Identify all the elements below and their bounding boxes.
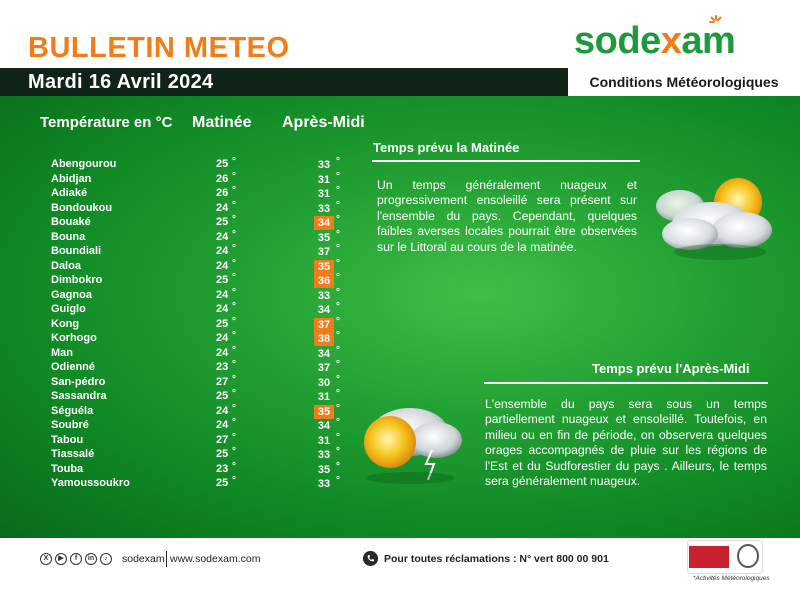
afternoon-temp: 30 [317, 376, 331, 389]
certification-seal-icon [737, 544, 759, 568]
morning-forecast-text: Un temps généralement nuageux et progressivement ensoleillé sera présent sur l'ensemble du pays. Cependant, quelques faibles averses locales pourrait être observées sur le Littoral au cours de la matinée. [377, 178, 637, 254]
afternoon-temp: 37 [317, 362, 331, 374]
afternoon-temp: 33 [317, 159, 331, 171]
degree-sign: ° [232, 344, 236, 356]
degree-sign: ° [336, 199, 340, 211]
table-row [0, 373, 360, 390]
degree-sign: ° [336, 286, 340, 298]
degree-sign: ° [336, 185, 340, 196]
table-row [0, 344, 360, 361]
city-name: Bouaké [51, 216, 91, 228]
degree-sign: ° [232, 431, 236, 443]
afternoon-temp: 34 [314, 216, 334, 230]
morning-temp: 23 [216, 361, 229, 373]
table-row [0, 448, 360, 462]
morning-temp: 23 [216, 462, 229, 475]
degree-sign: ° [232, 185, 236, 196]
afternoon-temp: 31 [317, 391, 331, 403]
morning-temp: 24 [216, 404, 229, 417]
degree-sign: ° [232, 243, 236, 254]
afternoon-forecast-text: L'ensemble du pays sera sous un temps partiellement nuageux et ensoleillé. Toutefois, en milieu ou en fin de période, on observera quelques orages accompagnés de pluie sur les régions de l'Est et du Sudforestier du pays . Ailleurs, le temps sera généralement nuageux. [485, 397, 767, 489]
divider [484, 382, 768, 384]
degree-sign: ° [336, 373, 340, 385]
conditions-label: Conditions Météorologiques [568, 68, 800, 96]
city-name: Gagnoa [51, 288, 92, 301]
city-name: Sassandra [51, 390, 107, 402]
afternoon-temp: 33 [317, 289, 331, 302]
afternoon-temp: 37 [314, 318, 334, 332]
morning-temp: 24 [216, 332, 229, 344]
table-row [0, 402, 360, 419]
table-row [0, 187, 360, 201]
morning-temp: 27 [216, 375, 229, 388]
table-row [0, 257, 360, 274]
degree-sign: ° [336, 359, 340, 370]
morning-temp: 25 [216, 317, 229, 330]
table-row [0, 158, 360, 172]
certification-badge [685, 538, 765, 580]
degree-sign: ° [336, 272, 340, 283]
sun-storm-icon [350, 388, 470, 488]
degree-sign: ° [232, 446, 236, 457]
afternoon-temp: 36 [314, 274, 334, 288]
degree-sign: ° [336, 214, 340, 225]
table-row [0, 286, 360, 303]
city-name: Man [51, 346, 73, 359]
afternoon-temp: 37 [317, 246, 331, 258]
degree-sign: ° [336, 228, 340, 240]
afternoon-temp: 31 [317, 188, 331, 200]
morning-temp: 25 [216, 390, 229, 402]
degree-sign: ° [232, 214, 236, 225]
bureau-veritas-logo [689, 546, 729, 568]
degree-sign: ° [336, 344, 340, 356]
city-name: Bondoukou [51, 201, 113, 214]
afternoon-temp: 31 [317, 434, 331, 447]
afternoon-temp: 33 [317, 478, 331, 490]
degree-sign: ° [232, 286, 236, 298]
degree-sign: ° [232, 460, 236, 472]
table-row [0, 216, 360, 230]
morning-temp: 25 [216, 158, 229, 170]
morning-temp: 25 [216, 448, 229, 460]
morning-temp: 24 [216, 230, 229, 243]
degree-sign: ° [232, 228, 236, 240]
sodexam-logo: sodexam [574, 20, 736, 62]
degree-sign: ° [336, 388, 340, 399]
degree-sign: ° [336, 301, 340, 312]
degree-sign: ° [336, 417, 340, 428]
website-link[interactable]: www.sodexam.com [170, 553, 261, 565]
degree-sign: ° [232, 272, 236, 283]
cloudy-sun-icon [650, 164, 780, 274]
temperature-header: Température en °C [40, 114, 173, 131]
social-handle[interactable]: sodexam [122, 553, 165, 565]
certification-note: *Activités Météorologiques [693, 575, 770, 582]
morning-temp: 24 [216, 245, 229, 257]
x-icon[interactable]: X [40, 553, 52, 565]
city-name: Kong [51, 317, 80, 330]
bulletin-date: Mardi 16 Avril 2024 [28, 71, 214, 93]
morning-header: Matinée [192, 114, 252, 131]
city-name: Boundiali [51, 245, 102, 257]
city-name: Bouna [51, 230, 86, 243]
degree-sign: ° [232, 315, 236, 327]
linkedin-icon[interactable]: in [85, 553, 97, 565]
morning-temp: 24 [216, 419, 229, 431]
table-row [0, 303, 360, 317]
afternoon-temp: 34 [317, 304, 331, 316]
degree-sign: ° [336, 257, 340, 269]
city-name: Abengourou [51, 158, 117, 170]
degree-sign: ° [232, 199, 236, 211]
table-row [0, 274, 360, 288]
bulletin-title: BULLETIN METEO [28, 32, 290, 64]
afternoon-temp: 33 [317, 449, 331, 461]
table-row [0, 228, 360, 245]
afternoon-temp: 34 [317, 420, 331, 432]
divider [166, 551, 167, 567]
city-name: Séguéla [51, 404, 94, 417]
degree-sign: ° [232, 402, 236, 414]
city-name: Odienné [51, 361, 96, 373]
table-row [0, 245, 360, 259]
degree-sign: ° [232, 417, 236, 428]
morning-temp: 26 [216, 172, 229, 185]
morning-temp: 24 [216, 201, 229, 214]
city-name: Daloa [51, 259, 81, 272]
city-name: Adiaké [51, 187, 88, 199]
city-name: Tiassalé [51, 448, 95, 460]
footer [0, 538, 800, 590]
afternoon-header: Après-Midi [282, 114, 365, 131]
degree-sign: ° [232, 475, 236, 486]
city-name: San-pédro [51, 375, 106, 388]
degree-sign: ° [232, 373, 236, 385]
table-row [0, 199, 360, 216]
degree-sign: ° [336, 475, 340, 486]
table-row [0, 477, 360, 491]
city-name: Korhogo [51, 332, 97, 344]
date-bar [0, 68, 800, 96]
table-row [0, 332, 360, 346]
table-row [0, 460, 360, 477]
morning-temp: 24 [216, 346, 229, 359]
morning-temp: 25 [216, 477, 229, 489]
divider [372, 160, 640, 162]
bulletin-body [0, 96, 800, 538]
city-name: Abidjan [51, 172, 92, 185]
afternoon-temp: 35 [317, 231, 331, 244]
morning-temp: 26 [216, 187, 229, 199]
morning-temp: 27 [216, 433, 229, 446]
morning-temp: 24 [216, 303, 229, 315]
table-row [0, 390, 360, 404]
afternoon-temp: 33 [317, 202, 331, 215]
table-row [0, 419, 360, 433]
degree-sign: ° [336, 330, 340, 341]
morning-temp: 25 [216, 216, 229, 228]
degree-sign: ° [232, 170, 236, 182]
degree-sign: ° [232, 257, 236, 269]
degree-sign: ° [232, 301, 236, 312]
facebook-icon[interactable]: f [70, 553, 82, 565]
degree-sign: ° [336, 243, 340, 254]
table-row [0, 361, 360, 375]
degree-sign: ° [232, 330, 236, 341]
table-row [0, 431, 360, 448]
degree-sign: ° [232, 359, 236, 370]
degree-sign: ° [232, 388, 236, 399]
city-name: Guiglo [51, 303, 86, 315]
city-name: Dimbokro [51, 274, 103, 286]
morning-temp: 24 [216, 259, 229, 272]
morning-forecast-title: Temps prévu la Matinée [373, 140, 520, 155]
degree-sign: ° [336, 170, 340, 182]
afternoon-temp: 35 [314, 260, 334, 274]
table-row [0, 170, 360, 187]
tiktok-icon[interactable]: ♪ [100, 553, 112, 565]
morning-temp: 24 [216, 288, 229, 301]
degree-sign: ° [336, 402, 340, 414]
city-name: Touba [51, 462, 84, 475]
phone-icon [363, 551, 378, 566]
afternoon-temp: 34 [317, 347, 331, 360]
degree-sign: ° [336, 156, 340, 167]
afternoon-temp: 38 [314, 332, 334, 346]
social-icons [40, 553, 112, 565]
youtube-icon[interactable]: ▶ [55, 553, 67, 565]
header [0, 0, 800, 68]
sun-rays-icon [708, 14, 724, 30]
afternoon-temp: 35 [317, 463, 331, 476]
table-row [0, 315, 360, 332]
degree-sign: ° [336, 315, 340, 327]
afternoon-forecast-title: Temps prévu l'Après-Midi [592, 361, 750, 376]
degree-sign: ° [336, 446, 340, 457]
city-name: Tabou [51, 433, 84, 446]
afternoon-temp: 35 [314, 405, 334, 419]
city-name: Soubré [51, 419, 89, 431]
morning-temp: 25 [216, 274, 229, 286]
degree-sign: ° [232, 156, 236, 167]
city-name: Yamoussoukro [51, 477, 130, 489]
afternoon-temp: 31 [317, 173, 331, 186]
degree-sign: ° [336, 460, 340, 472]
degree-sign: ° [336, 431, 340, 443]
claims-hotline: Pour toutes réclamations : N° vert 800 00 901 [384, 553, 609, 565]
